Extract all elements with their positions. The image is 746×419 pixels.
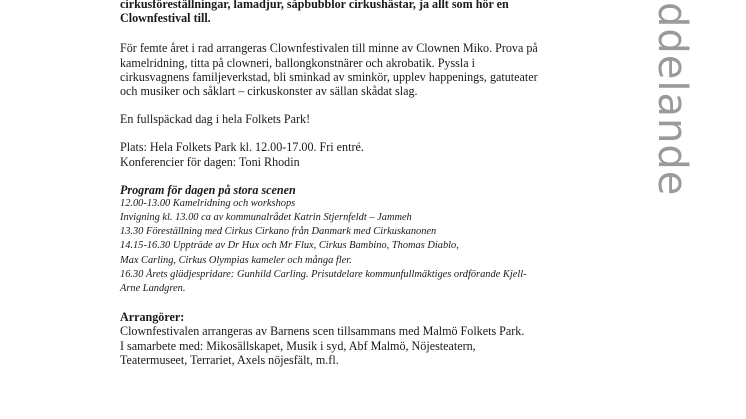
program-line: Arne Landgren. (120, 283, 186, 295)
fullpackad-paragraph (120, 112, 590, 126)
organizers-line: Teatermuseet, Terrariet, Axels nöjesfält, m.fl. (120, 352, 339, 367)
intro-paragraph (120, 41, 590, 98)
vertical-side-label: ddelande (649, 2, 695, 197)
intro-line: kamelridning, titta på clowneri, ballongkonstnärer och akrobatik. Pyssla i (120, 55, 475, 70)
host-line: Konferencier för dagen: Toni Rhodin (120, 154, 300, 169)
organizers-line: I samarbete med: Mikosällskapet, Musik i syd, Abf Malmö, Nöjesteatern, (120, 338, 476, 353)
intro-line: cirkusvagnens familjeverkstad, bli sminkad av sminkör, upplev happenings, gatuteater (120, 69, 538, 84)
program-line: 16.30 Årets glädjespridare: Gunhild Carling. Prisutdelare kommunfullmäktiges ordförande Kjell- (120, 268, 527, 280)
venue-line: Plats: Hela Folkets Park kl. 12.00-17.00. Fri entré. (120, 140, 364, 155)
venue-paragraph (120, 140, 590, 168)
program-line: 14.15-16.30 Uppträde av Dr Hux och Mr Flux, Cirkus Bambino, Thomas Diablo, (120, 240, 459, 252)
lead-line: cirkusföreställningar, lamadjur, såpbubblor cirkushästar, ja allt som hör en (120, 0, 509, 11)
program-line: Invigning kl. 13.00 ca av kommunalrådet Katrin Stjernfeldt – Jammeh (120, 212, 412, 224)
organizers-heading: Arrangörer: (120, 310, 185, 325)
intro-line: För femte året i rad arrangeras Clownfestivalen till minne av Clownen Miko. Prova på (120, 41, 538, 56)
program-line: 12.00-13.00 Kamelridning och workshops (120, 197, 296, 209)
program-title: Program för dagen på stora scenen (120, 182, 296, 197)
lead-paragraph (120, 0, 590, 25)
program-line: 13.30 Föreställning med Cirkus Cirkano från Danmark med Cirkuskanonen (120, 226, 437, 238)
program-section (120, 183, 590, 296)
organizers-line: Clownfestivalen arrangeras av Barnens scen tillsammans med Malmö Folkets Park. (120, 324, 525, 339)
program-line: Max Carling, Cirkus Olympias kameler och många fler. (120, 254, 352, 266)
lead-line: Clownfestival till. (120, 11, 211, 26)
press-release-body (120, 0, 590, 367)
fullpackad-line: En fullspäckad dag i hela Folkets Park! (120, 112, 311, 127)
intro-line: och musiker och såklart – cirkuskonster av sällan skådat slag. (120, 84, 418, 99)
organizers-section (120, 310, 590, 367)
